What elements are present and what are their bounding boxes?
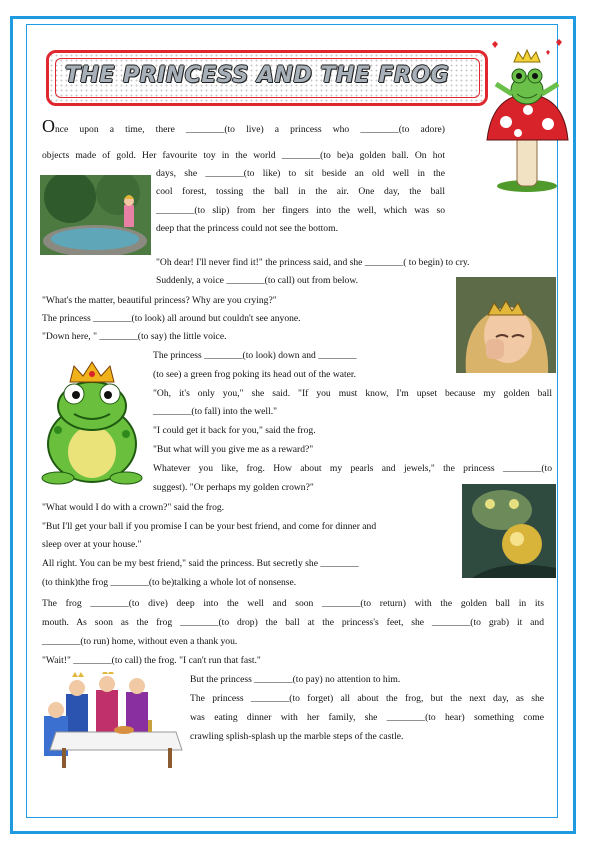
text-line-27: ________(to run) home, without even a thank you.	[42, 636, 238, 647]
text-line-26: mouth. As soon as the frog ________(to drop) the ball at the princess's feet, she ________(to grab) it and	[42, 617, 544, 628]
text-line-9: "What's the matter, beautiful princess? Why are you crying?"	[42, 295, 277, 306]
text-line-13: (to see) a green frog poking its head out of the water.	[153, 369, 357, 380]
frog-on-mushroom-image	[484, 38, 570, 194]
text-line-3: days, she ________(to like) to sit beside an old well in the	[156, 168, 445, 179]
crying-princess-image	[456, 277, 556, 373]
text-line-14: "Oh, it's only you," she said. "If you must know, I'm upset because my golden ball	[153, 388, 552, 399]
text-line-23: All right. You can be my best friend," said the princess. But secretly she ________	[42, 558, 359, 569]
text-line-11: "Down here, " ________(to say) the little voice.	[42, 331, 227, 342]
text-line-5: ________(to slip) from her fingers into the well, which was so	[156, 205, 445, 216]
royal-dinner-table-image	[36, 672, 186, 770]
text-line-28: "Wait!" ________(to call) the frog. "I can't run that fast."	[42, 655, 261, 666]
page-title: THE PRINCESS AND THE FROG	[65, 63, 450, 88]
text-line-7: "Oh dear! I'll never find it!" the princess said, and she ________( to begin) to cry.	[156, 257, 470, 268]
text-line-20: "What would I do with a crown?" said the frog.	[42, 502, 225, 513]
text-line-1: Once upon a time, there ________(to live) a princess who ________(to adore)	[42, 116, 445, 136]
text-line-29: But the princess ________(to pay) no attention to him.	[190, 674, 401, 685]
text-line-6: deep that the princess could not see the bottom.	[156, 223, 338, 234]
text-line-19: suggest). "Or perhaps my golden crown?"	[153, 482, 314, 493]
text-line-12: The princess ________(to look) down and ________	[153, 350, 357, 361]
title-banner	[46, 50, 488, 106]
text-line-30: The princess ________(to forget) all about the frog, but the next day, as she	[190, 693, 544, 704]
text-line-25: The frog ________(to dive) deep into the well and soon ________(to return) with the golden ball in its	[42, 598, 544, 609]
text-line-4: cool forest, tossing the ball in the air. One day, the ball	[156, 186, 445, 197]
text-line-22: sleep over at your house."	[42, 539, 142, 550]
text-line-10: The princess ________(to look) all around but couldn't see anyone.	[42, 313, 301, 324]
text-line-17: "But what will you give me as a reward?"	[153, 444, 314, 455]
frog-with-golden-ball-image	[462, 484, 556, 578]
text-line-32: crawling splish-splash up the marble steps of the castle.	[190, 731, 404, 742]
text-line-8: Suddenly, a voice ________(to call) out from below.	[156, 275, 359, 286]
text-line-18: Whatever you like, frog. How about my pearls and jewels," the princess ________(to	[153, 463, 552, 474]
text-line-16: "I could get it back for you," said the frog.	[153, 425, 316, 436]
princess-at-well-image	[40, 175, 151, 255]
text-line-31: was eating dinner with her family, she ________(to hear) something come	[190, 712, 544, 723]
text-line-24: (to think)the frog ________(to be)talking a whole lot of nonsense.	[42, 577, 297, 588]
frog-with-crown-image	[36, 360, 148, 486]
text-line-21: "But I'll get your ball if you promise I can be your best friend, and come for dinner and	[42, 521, 377, 532]
text-line-2: objects made of gold. Her favourite toy in the world ________(to be)a golden ball. On hot	[42, 150, 445, 161]
text-line-15: ________(to fall) into the well."	[153, 406, 278, 417]
